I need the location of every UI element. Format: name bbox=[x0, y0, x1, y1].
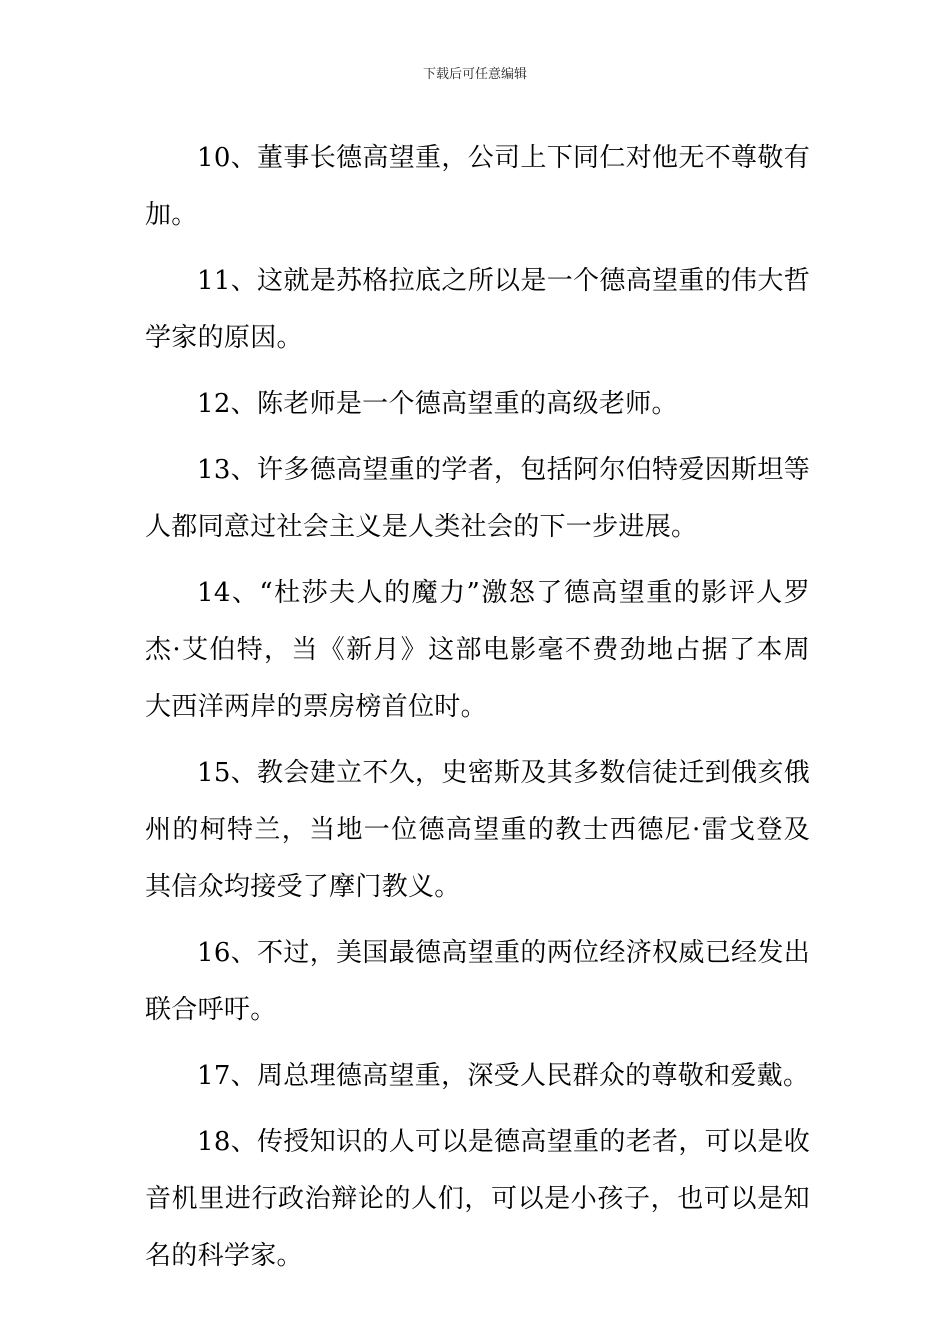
paragraph-15: 15、教会建立不久，史密斯及其多数信徒迁到俄亥俄州的柯特兰，当地一位德高望重的教士西德尼·雷戈登及其信众均接受了摩门教义。 bbox=[145, 758, 810, 902]
paragraph-14: 14、“杜莎夫人的魔力”激怒了德高望重的影评人罗杰·艾伯特，当《新月》这部电影毫不费劲地占据了本周大西洋两岸的票房榜首位时。 bbox=[145, 578, 810, 722]
paragraph-13: 13、许多德高望重的学者，包括阿尔伯特爱因斯坦等人都同意过社会主义是人类社会的下一步进展。 bbox=[145, 455, 810, 542]
paragraph-16: 16、不过，美国最德高望重的两位经济权威已经发出联合呼吁。 bbox=[145, 938, 810, 1025]
page-header: 下载后可任意编辑 bbox=[422, 67, 527, 82]
paragraph-11: 11、这就是苏格拉底之所以是一个德高望重的伟大哲学家的原因。 bbox=[145, 266, 810, 353]
paragraph-18: 18、传授知识的人可以是德高望重的老者，可以是收音机里进行政治辩论的人们，可以是小孩子，也可以是知名的科学家。 bbox=[145, 1127, 810, 1271]
paragraph-12: 12、陈老师是一个德高望重的高级老师。 bbox=[197, 389, 678, 419]
document-body bbox=[145, 130, 810, 1294]
paragraph-17: 17、周总理德高望重，深受人民群众的尊敬和爱戴。 bbox=[197, 1061, 810, 1091]
paragraph-10: 10、董事长德高望重，公司上下同仁对他无不尊敬有加。 bbox=[145, 143, 810, 230]
